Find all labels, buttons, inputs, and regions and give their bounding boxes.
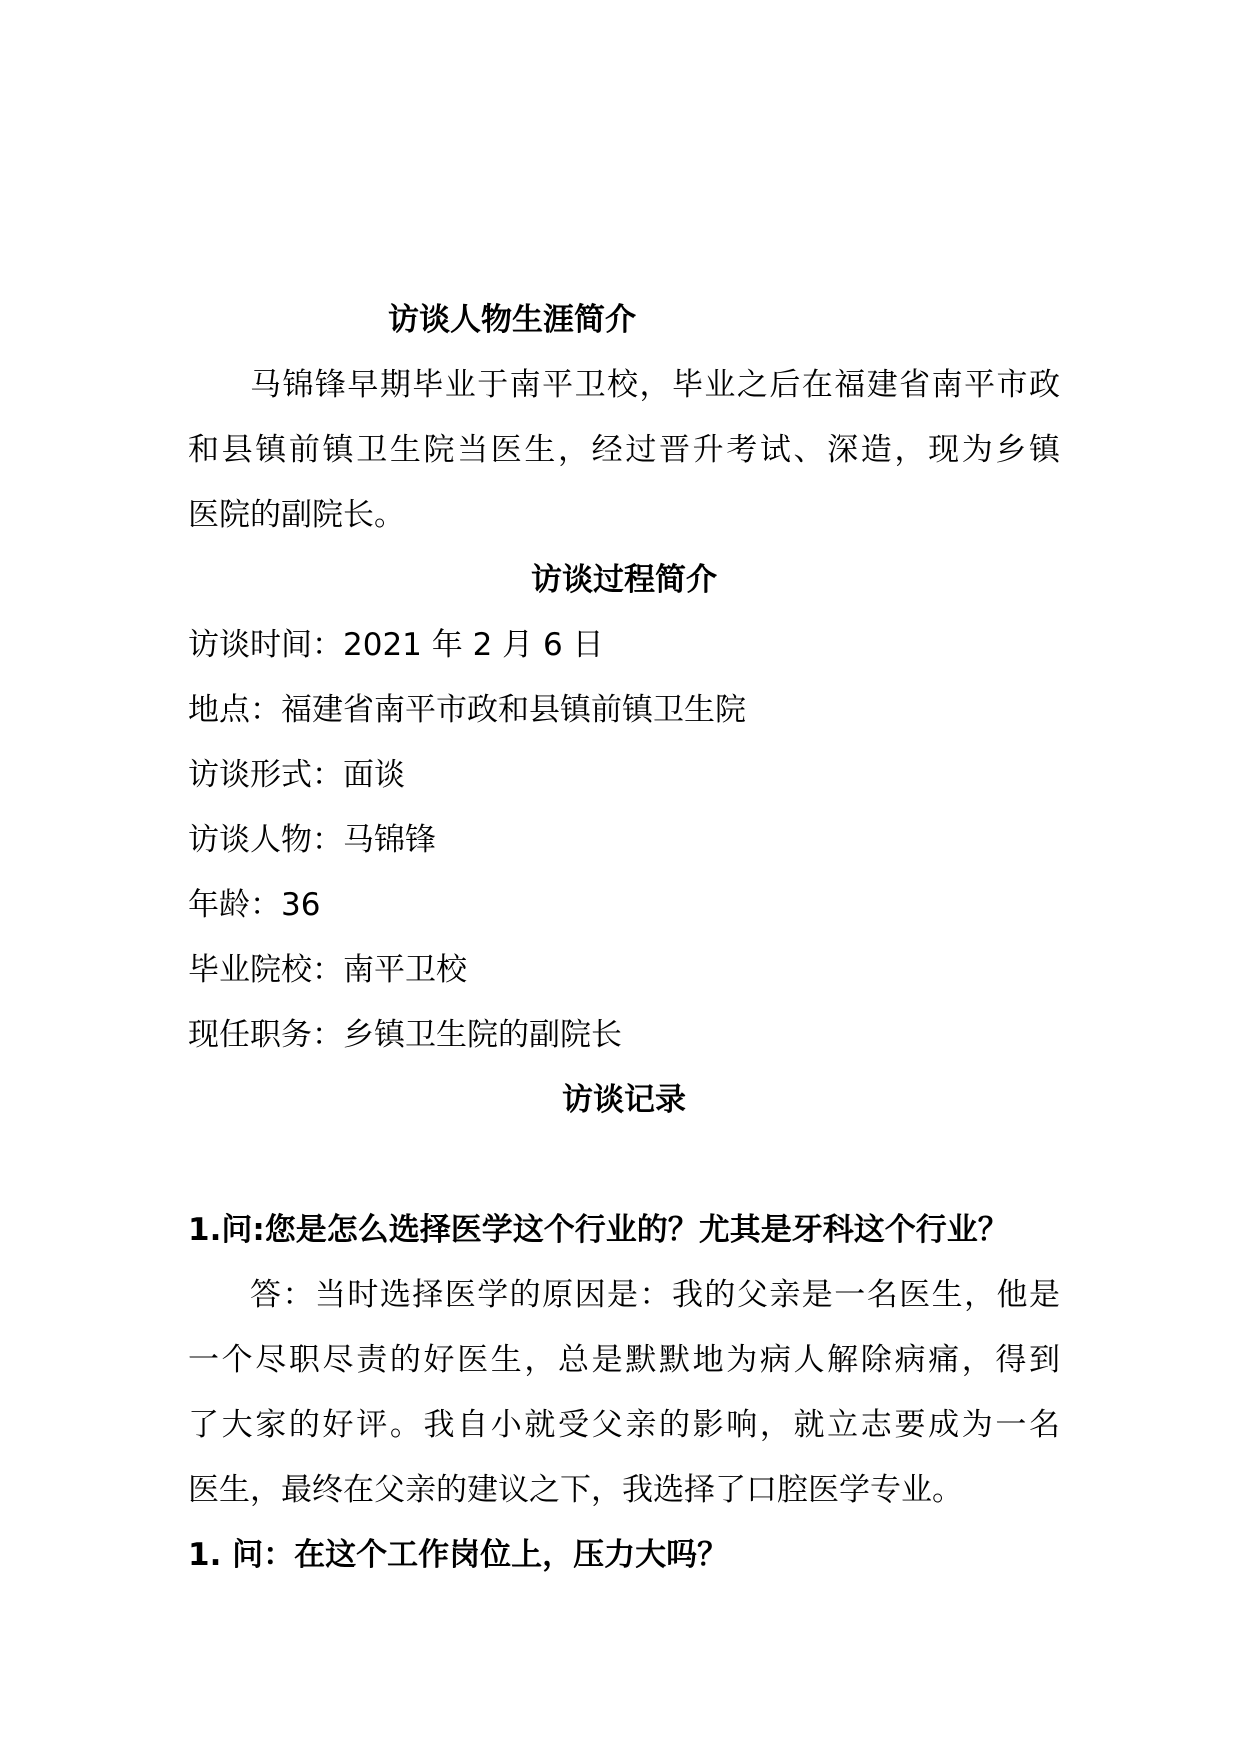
profile-line-3: 医院的副院长。 [188, 497, 405, 533]
process-heading: 访谈过程简介 [531, 562, 717, 598]
document-content [188, 288, 1060, 1588]
interview-time: 访谈时间：2021 年 2 月 6 日 [188, 627, 604, 663]
current-position: 现任职务：乡镇卫生院的副院长 [188, 1017, 622, 1053]
blank-line [188, 1133, 1060, 1198]
profile-line-1: 马锦锋早期毕业于南平卫校，毕业之后在福建省南平市政 [250, 367, 1060, 403]
question-1: 1.问:您是怎么选择医学这个行业的？尤其是牙科这个行业？ [188, 1212, 1009, 1248]
record-heading: 访谈记录 [562, 1082, 686, 1118]
answer-1-line-3: 了大家的好评。我自小就受父亲的影响，就立志要成为一名 [188, 1407, 1060, 1443]
question-2: 1. 问：在这个工作岗位上，压力大吗？ [188, 1537, 729, 1573]
interviewee-age: 年龄：36 [188, 887, 321, 923]
graduation-school: 毕业院校：南平卫校 [188, 952, 467, 988]
answer-1-line-1: 答：当时选择医学的原因是：我的父亲是一名医生，他是 [250, 1277, 1060, 1313]
answer-1-line-4: 医生，最终在父亲的建议之下，我选择了口腔医学专业。 [188, 1472, 963, 1508]
profile-line-2: 和县镇前镇卫生院当医生，经过晋升考试、深造，现为乡镇 [188, 432, 1060, 468]
answer-1-line-2: 一个尽职尽责的好医生，总是默默地为病人解除病痛，得到 [188, 1342, 1060, 1378]
profile-heading: 访谈人物生涯简介 [388, 302, 636, 338]
interview-place: 地点：福建省南平市政和县镇前镇卫生院 [188, 692, 746, 728]
interview-form: 访谈形式：面谈 [188, 757, 405, 793]
interview-person: 访谈人物：马锦锋 [188, 822, 436, 858]
